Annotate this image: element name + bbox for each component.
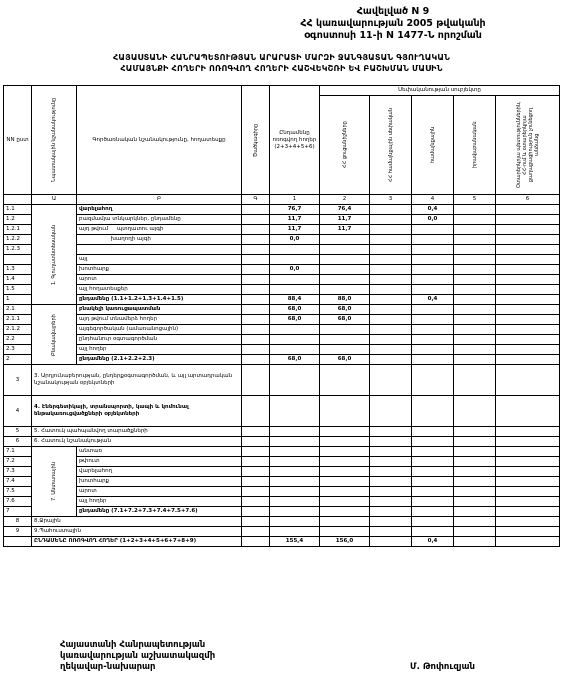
document-header — [293, 6, 493, 42]
group-agricultural: 1. Գյուղատնտեսական — [32, 205, 77, 305]
table-row: 7.4 խոտհարք — [4, 477, 560, 487]
table-row: 7.1 7. Անտառային անտառ — [4, 447, 560, 457]
col-header-code: Ծածկագիրը — [242, 86, 270, 195]
document-title — [0, 52, 563, 74]
table-row: 1.2 բազմամյա տնկարկներ, ընդամենը 11,7 11,7 0,0 — [4, 215, 560, 225]
table-row: 1.2.2 խաղողի այգի 0,0 — [4, 235, 560, 245]
land-balance-table — [3, 85, 560, 547]
group-forest: 7. Անտառային — [32, 447, 77, 517]
table-row: 7.3 վարելահող — [4, 467, 560, 477]
col-header-ownership: Սեփականության սուբյեկտը — [320, 86, 560, 96]
grand-total-row: ԸՆԴԱՄԵՆԸ ՈՌՈԳՎՈՂ ՀՈՂԵՐ (1+2+3+4+5+6+7+8+9) 155,4 156,0 0,4 — [4, 537, 560, 547]
table-row: 7.6 այլ հողեր — [4, 497, 560, 507]
table-row: 2.1 Բնակավայրերի բնակելի կառուցապատման 68,0 68,0 — [4, 305, 560, 315]
group-settlements: Բնակավայրերի — [32, 305, 77, 365]
col-header-own6: Օտարերկրյա պետություններին, ՀՀ-ում և օտարերկրյա քաղաքացիություն չունեցող անձանց — [496, 96, 560, 195]
signature-title: Հայաստանի Հանրապետության կառավարության աշխատակազմի ղեկավար-նախարար — [60, 640, 216, 672]
table-row: 7.5 արոտ — [4, 487, 560, 497]
table-row: 7.2 թփուտ — [4, 457, 560, 467]
signer-name: Մ. Թոփուզյան — [410, 662, 475, 672]
col-header-category: Նպատակային նշանակությունը — [32, 86, 77, 195]
title-line-1: ՀԱՅԱՍՏԱՆԻ ՀԱՆՐԱՊԵՏՈՒԹՅԱՆ ԱՐԱՐԱՏԻ ՄԱՐԶԻ ՋԱՆԳՅԱՏԱՆ ԳՅՈՒՂԱԿԱՆ — [113, 53, 450, 62]
col-header-own5: իրավաբանական — [454, 96, 496, 195]
table-row: 6 6. Հատուկ նշանակության — [4, 437, 560, 447]
table-row: 2.1.2 այգեգործական (ամառանոցային) — [4, 325, 560, 335]
table-row: 9 9.Պահուստային — [4, 527, 560, 537]
table-row: 2 ընդամենը (2.1+2.2+2.3) 68,0 68,0 — [4, 355, 560, 365]
table-row: այլ — [4, 255, 560, 265]
table-row: 1.4 արոտ — [4, 275, 560, 285]
table-row: 7 ընդամենը (7.1+7.2+7.3+7.4+7.5+7.6) — [4, 507, 560, 517]
annex-number: Հավելված N 9 — [356, 6, 430, 17]
col-header-name: Գործառնական նշանակությունը, հողատեսքը — [77, 86, 242, 195]
table-row: 3 3. Արդյունաբերության, ընդերքօգտագործման, և այլ արտադրական նշանակության օբյեկտների — [4, 365, 560, 396]
col-header-nn: NN ըստ — [4, 86, 32, 195]
decree-line: ՀՀ կառավարության 2005 թվականի — [300, 18, 486, 29]
table-row: 1 ընդամենը (1.1+1.2+1.3+1.4+1.5) 88,4 88,0 0,4 — [4, 295, 560, 305]
table-row: 1.1 1. Գյուղատնտեսական վարելահող 76,7 76,4 0,4 — [4, 205, 560, 215]
table-row: 8 8.Ջրային — [4, 517, 560, 527]
table-row: 1.3 խոտհարք 0,0 — [4, 265, 560, 275]
col-header-own2: ՀՀ ցուցանիշները — [320, 96, 370, 195]
col-header-own4: համայնքային — [412, 96, 454, 195]
table-row: 2.2 ընդհանուր օգտագործման — [4, 335, 560, 345]
table-row: 4 4. Էներգետիկայի, տրանսպորտի, կապի և կոմունալ ենթակառուցվածքների օբյեկտների — [4, 396, 560, 427]
col-header-total: Ընդամենը ոռոգվող հողեր (2+3+4+5+6) — [270, 86, 320, 195]
table-row: 1.2.1 այդ թվում պտղատու այգի 11,7 11,7 — [4, 225, 560, 235]
title-line-2: ՀԱՄԱՅՆՔԻ ՀՈՂԵՐԻ ՈՌՈԳՎՈՂ ՀՈՂԵՐԻ ՀԱՇՎԵԿՇՌԻ ԵՎ ԲԱՇԽՄԱՆ ՄԱՍԻՆ — [120, 64, 443, 73]
table-row: 2.3 այլ հողեր — [4, 345, 560, 355]
table-row: 1.2.3 — [4, 245, 560, 255]
letters-row: Ա Բ Գ 1 2 3 4 5 6 — [4, 195, 560, 205]
table-row: 2.1.1 այդ թվում տնամերձ հողեր 68,0 68,0 — [4, 315, 560, 325]
decree-date: օգոստոսի 11-ի N 1477-Ն որոշման — [304, 30, 482, 41]
table-row: 5 5. Հատուկ պահպանվող տարածքների — [4, 427, 560, 437]
table-row: 1.5 այլ հողատեսքեր — [4, 285, 560, 295]
col-header-own3: ՀՀ համայնքային սեփական — [370, 96, 412, 195]
